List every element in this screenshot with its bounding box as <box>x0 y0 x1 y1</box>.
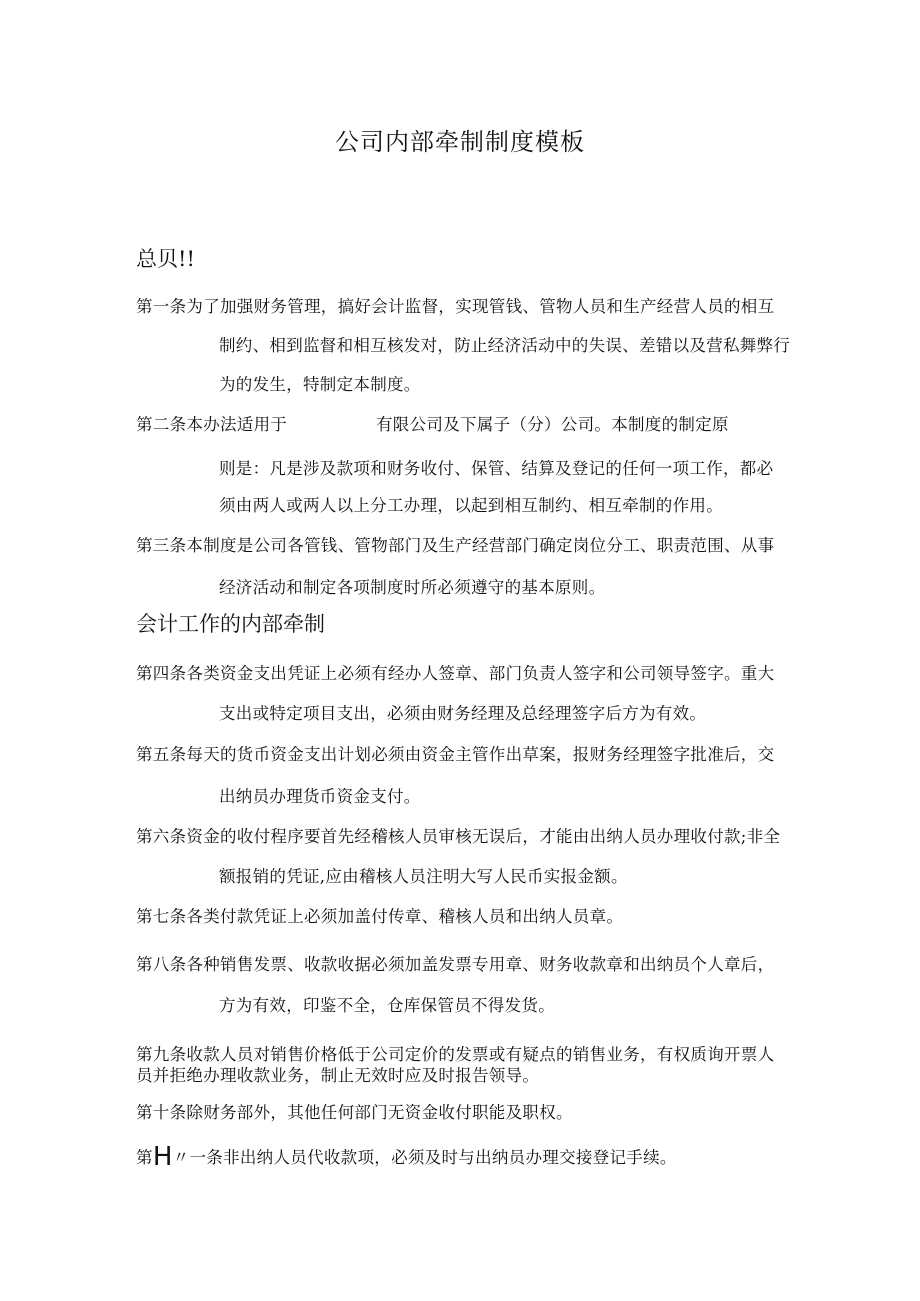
article-11-prefix: 第 <box>136 1148 153 1167</box>
article-6-line-2: 额报销的凭证,应由稽核人员注明大写人民币实报金额。 <box>219 867 628 886</box>
article-2-line-1b: 有限公司及下属子（分）公司。本制度的制定原 <box>376 415 729 434</box>
article-2-line-1a: 第二条本办法适用于 <box>136 415 288 434</box>
article-11-text: 〃一条非出纳人员代收款项，必须及时与出纳员办理交接登记手续。 <box>172 1148 677 1167</box>
section-heading-accounting: 会计工作的内部牵制 <box>136 612 325 636</box>
article-11-ocr-glyph: H <box>152 1142 173 1172</box>
article-4-line-2: 支出或特定项目支出，必须由财务经理及总经理签字后方为有效。 <box>219 704 707 723</box>
article-8-line-1: 第八条各种销售发票、收款收据必须加盖发票专用章、财务收款章和出纳员个人章后， <box>136 955 775 974</box>
article-8-line-2: 方为有效，印鉴不全，仓库保管员不得发货。 <box>219 996 555 1015</box>
article-5-line-2: 出纳员办理货币资金支付。 <box>219 787 421 806</box>
article-2-line-3: 须由两人或两人以上分工办理，以起到相互制约、相互牵制的作用。 <box>219 496 723 515</box>
article-1-line-3: 为的发生，特制定本制度。 <box>219 375 421 394</box>
article-3-line-2: 经济活动和制定各项制度时所必须遵守的基本原则。 <box>219 578 606 597</box>
article-9-line-1: 第九条收款人员对销售价格低于公司定价的发票或有疑点的销售业务，有权质询开票人 <box>136 1045 775 1064</box>
article-10-line-1: 第十条除财务部外，其他任何部门无资金收付职能及职权。 <box>136 1103 573 1122</box>
article-1-line-1: 第一条为了加强财务管理，搞好会计监督，实现管钱、管物人员和生产经营人员的相互 <box>136 297 775 316</box>
section-heading-general: 总贝!! <box>136 247 195 271</box>
article-6-line-1: 第六条资金的收付程序要首先经稽核人员审核无误后，才能由出纳人员办理收付款;非全 <box>136 827 781 846</box>
document-title: 公司内部牵制制度模板 <box>335 128 585 156</box>
article-4-line-1: 第四条各类资金支出凭证上必须有经办人签章、部门负责人签字和公司领导签字。重大 <box>136 664 775 683</box>
article-7-line-1: 第七条各类付款凭证上必须加盖付传章、稽核人员和出纳人员章。 <box>136 907 624 926</box>
article-2-line-2: 则是：凡是涉及款项和财务收付、保管、结算及登记的任何一项工作，都必 <box>219 459 774 478</box>
article-5-line-1: 第五条每天的货币资金支出计划必须由资金主管作出草案，报财务经理签字批准后，交 <box>136 745 775 764</box>
article-9-line-2: 员并拒绝办理收款业务，制止无效时应及时报告领导。 <box>136 1066 540 1085</box>
article-11-line-1 <box>136 1142 677 1172</box>
article-3-line-1: 第三条本制度是公司各管钱、管物部门及生产经营部门确定岗位分工、职责范围、从事 <box>136 536 775 555</box>
article-1-line-2: 制约、相到监督和相互核发对，防止经济活动中的失误、差错以及营私舞弊行 <box>219 336 791 355</box>
